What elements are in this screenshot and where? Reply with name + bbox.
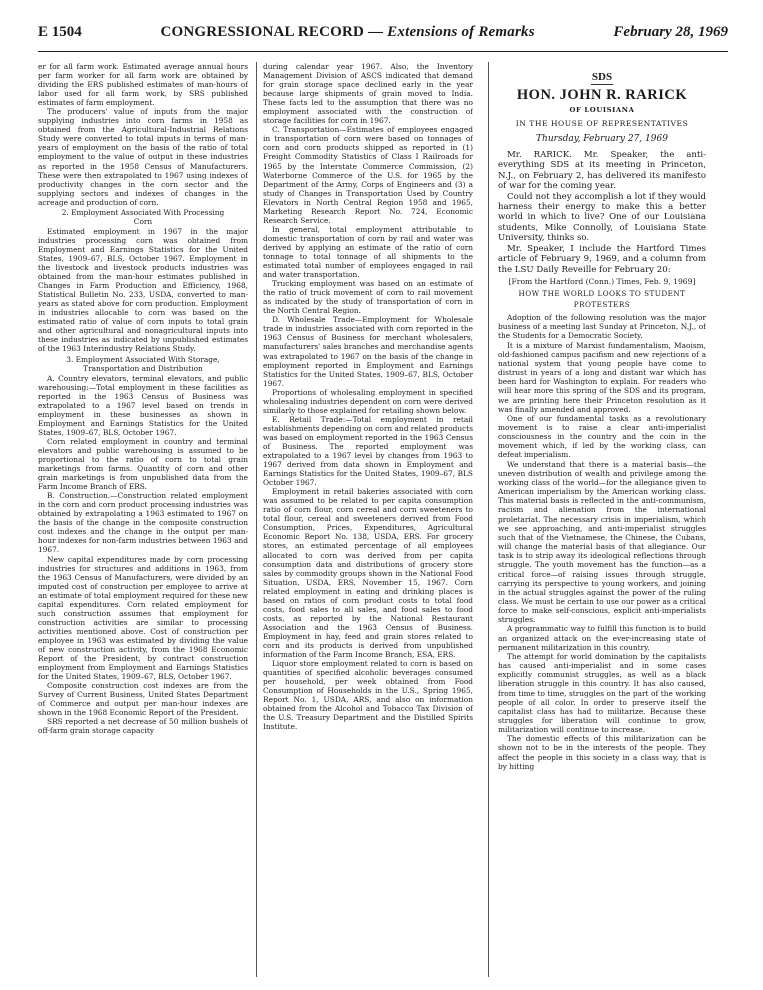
column-divider-right	[488, 62, 489, 977]
page-number: E 1504	[38, 24, 82, 40]
paragraph: Adoption of the following resolution was the major business of a meeting last Sunday at Princeton, N.J., of the Students for a Democratic Society.	[498, 313, 706, 341]
article-headline: HOW THE WORLD LOOKS TO STUDENT PROTESTERS	[518, 289, 686, 309]
paragraph: Employment in retail bakeries associated with corn was assumed to be related to per capita consumption ratio of corn flour, corn cereal and corn sweeteners to total flour, cereal and sweeteners derived from Food Consumption, Prices, Expenditures, Agricultural Economic Report No. 138, USDA, ERS. For grocery stores, an estimated percentage of all employees allocated to corn was derived from per capita consumption data and distributions of grocery store sales by commodity groups shown in the National Food Situation, USDA, ERS, November 15, 1967. Corn related employment in eating and drinking places is based on ratios of corn product costs to total food costs, food sales to all sales, and food sales to food costs, as reported by the National Restaurant Association and the 1963 Census of Business. Employment in hay, feed and grain stores related to corn and its products is derived from unpublished information of the Farm Income Branch, ESA, ERS.	[263, 487, 473, 660]
section-heading: 3. Employment Associated With Storage, Transportation and Distribution	[66, 354, 220, 373]
paragraph: A. Country elevators, terminal elevators, and public warehousing:—Total employment in these facilities as reported in the 1963 Census of Business was extrapolated to a 1967 level based on trends in employment in these businesses as shown in Employment and Earnings Statistics for the United States, 1909–67, BLS, October 1967.	[38, 373, 248, 437]
column-left	[38, 62, 248, 977]
speaker-name: HON. JOHN R. RARICK	[516, 87, 688, 104]
paragraph: Trucking employment was based on an estimate of the ratio of truck movement of corn to rail movement as indicated by the study of transportation of corn in the North Central Region.	[263, 279, 473, 316]
paragraph: New capital expenditures made by corn processing industries for structures and additions in 1963, from the 1963 Census of Manufacturers, were divided by an imputed cost of construction per employee to arrive at an estimate of total employment required for these new capital expenditures. Corn related employment for such construction assumes that employment for construction activities are similar to processing activities mentioned above. Cost of construction per employee in 1963 was estimated by dividing the value of new construction activity, from the 1968 Economic Report of the President, by contract construction employment from Employment and Earnings Statistics for the United States, 1909–67, BLS, October 1967.	[38, 554, 248, 682]
paragraph: during calendar year 1967. Also, the Inventory Management Division of ASCS indicated that demand for grain storage space declined early in the year because large shipments of grain moved to India. These facts led to the assumption that there was no employment associated with the construction of storage facilities for corn in 1967.	[263, 62, 473, 126]
paragraph: er for all farm work. Estimated average annual hours per farm worker for all farm work are obtained by dividing the ERS published estimates of man-hours of labor used for all farm work, by SRS published estimates of farm employment.	[38, 62, 248, 108]
paragraph: Mr. Speaker, I include the Hartford Times article of February 9, 1969, and a column from the LSU Daily Reveille for February 20:	[498, 243, 706, 275]
paragraph: Proportions of wholesaling employment in specified wholesaling industries dependent on corn were derived similarly to those explained for retailing shown below.	[263, 387, 473, 415]
paragraph: Corn related employment in country and terminal elevators and public warehousing is assumed to be proportional to the ratio of corn to total grain marketings from farms. Quantity of corn and other grain marketings is from unpublished data from the Farm Income Branch of ERS.	[38, 436, 248, 492]
remarks-intro	[498, 150, 706, 275]
speaker-state: OF LOUISIANA	[569, 105, 635, 114]
article-source: [From the Hartford (Conn.) Times, Feb. 9, 1969]	[508, 276, 696, 286]
paragraph: The producers' value of inputs from the major supplying industries into corn farms in 1958 as obtained from the Agricultural-Industrial Relations Study were converted to total inputs in terms of man-years of employment on the basis of the ratio of total employment to the value of output in these industries as reported in the 1958 Census of Manufacturers. These were then extrapolated to 1967 using indexes of productivity changes in the corn sector and the supplying sectors and indexes of changes in the acreage and production of corn.	[38, 107, 248, 207]
paragraph: Liquor store employment related to corn is based on quantities of specified alcoholic beverages consumed per household, per week obtained from Food Consumption of Households in the U.S., Spring 1965, Report No. 1, USDA, ARS, and also on information obtained from the Alcohol and Tobacco Tax Division of the U.S. Treasury Department and the Distilled Spirits Institute.	[263, 659, 473, 732]
paragraph: E. Retail Trade:—Total employment in retail establishments depending on corn and related products was based on employment reported in the 1963 Census of Business. The reported employment was extrapolated to a 1967 level by changes from 1963 to 1967 derived from data shown in Employment and Earnings Statistics for the United States, 1909–67, BLS October 1967.	[263, 414, 473, 488]
column-middle	[263, 62, 473, 977]
paragraph: It is a mixture of Marxist fundamentalism, Maoism, old-fashioned campus pacifism and new rejections of a national system that young people have come to distrust in years of a long and distant war which has been hard for Washington to explain. For readers who will hear more this spring of the SDS and its program, we are printing here their Princeton resolution as it was finally amended and approved.	[498, 340, 706, 414]
paragraph: Composite construction cost indexes are from the Survey of Current Business, United States Department of Commerce and output per man-hour indexes are shown in the 1968 Economic Report of the President.	[38, 681, 248, 718]
remarks-title: SDS	[591, 71, 613, 83]
title-rule	[591, 84, 613, 85]
paragraph: Could not they accomplish a lot if they would harness their energy to make this a better world in which to live? One of our Louisiana students, Mike Connolly, of Louisiana State University, thinks so.	[498, 191, 706, 244]
header-rule	[38, 51, 728, 52]
publication-name: CONGRESSIONAL RECORD —	[160, 24, 384, 40]
running-header	[38, 24, 728, 48]
paragraph: C. Transportation—Estimates of employees engaged in transportation of corn were based on tonnages of corn and corn products shipped as reported in (1) Freight Commodity Statistics of Class I Railroads for 1965 by the Interstate Commerce Commission, (2) Waterborne Commerce of the U.S. for 1965 by the Department of the Army, Corps of Engineers and (3) a study of Changes in Transportation Used by Country Elevators in North Central Region 1958 and 1965, Marketing Research Report No. 724, Economic Research Service.	[263, 125, 473, 225]
publication-title	[160, 24, 534, 41]
paragraph: SRS reported a net decrease of 50 million bushels of off-farm grain storage capacity	[38, 717, 248, 736]
paragraph: One of our fundamental tasks as a revolutionary movement is to raise a clear anti-imperialist consciousness in the country and the coin in the movement which, if led by the working class, can defeat imperialism.	[498, 413, 706, 460]
section-name: Extensions of Remarks	[387, 24, 535, 40]
paragraph: D. Wholesale Trade—Employment for Wholesale trade in industries associated with corn reported in the 1963 Census of Business for merchant wholesalers, manufacturers' sales branches and merchandise agents was extrapolated to 1967 on the basis of the change in employment reported in Employment and Earnings Statistics for the United States, 1909–67, BLS, October 1967.	[263, 315, 473, 388]
paragraph: Mr. RARICK. Mr. Speaker, the anti-everything SDS at its meeting in Princeton, N.J., on February 2, has delivered its manifesto of war for the coming year.	[498, 150, 706, 192]
paragraph: B. Construction.—Construction related employment in the corn and corn product processing industries was obtained by extrapolating a 1963 estimated to 1967 on the basis of the change in the composite construction cost indexes and the change in the output per man-hour indexes for non-farm industries between 1963 and 1967.	[38, 491, 248, 555]
paragraph: We understand that there is a material basis—the uneven distribution of wealth and privilege among the working class of the world—for the allegiance given to American imperialism by the American working class. This material basis is reflected in the anti-communism, racism and alienation from the international proletariat. The necessary crisis in imperialism, which we see approaching, and anti-imperialist struggles such that of the Vietnamese, the Chinese, the Cubans, will change the material basis of that allegiance. Our task is to strip away its ideological reflections through struggle. The youth movement has the function—as a critical force—of raising issues through struggle, carrying its perspective to young workers, and joining in the actual struggles against the power of the ruling class. We must be certain to use our power as a critical force to make self-conscious, explicit anti-imperialists struggles.	[498, 459, 706, 625]
paragraph: The domestic effects of this militarization can be shown not to be in the interests of the people. They affect the people in this society in a class way, that is by hitting	[498, 734, 706, 771]
paragraph: In general, total employment attributable to domestic transportation of corn by rail and water was derived by applying an estimate of the ratio of corn tonnage to total tonnage of all shipments to the estimated total number of employees engaged in rail and water transportation.	[263, 224, 473, 280]
remarks-date: Thursday, February 27, 1969	[536, 133, 668, 144]
chamber-line: IN THE HOUSE OF REPRESENTATIVES	[515, 119, 689, 129]
issue-date: February 28, 1969	[613, 24, 728, 40]
column-divider-left	[256, 62, 257, 977]
section-heading: 2. Employment Associated With Processing Corn	[61, 207, 225, 226]
paragraph: The attempt for world domination by the capitalists has caused anti-imperialist and in some cases explicitly communist struggles, as well as a black liberation struggle in this country. It has also caused, from time to time, struggles on the part of the working people of all color. In order to preserve itself the capitalist class has had to militarize. Because these struggles for liberation will continue to grow, militarization will continue to increase.	[498, 651, 706, 735]
column-right	[498, 62, 706, 977]
paragraph: Estimated employment in 1967 in the major industries processing corn was obtained from Employment and Earnings Statistics for the United States, 1909–67, BLS, October 1967. Employment in the livestock and livestock products industries was obtained from the man-hour estimates published in Changes in Farm Production and Efficiency, 1968, Statistical Bulletin No. 233, USDA, converted to man-years as stated above for corn production. Employment in industries allocable to corn was based on the estimated ratio of value of corn inputs to total grain and other agricultural and nonagricultural inputs into these industries as indicated by unpublished estimates of the 1963 Interindustry Relations Study.	[38, 226, 248, 354]
paragraph: A programmatic way to fulfill this function is to build an organized attack on the ever-increasing state of permanent militarization in this country.	[498, 624, 706, 652]
article-body	[498, 313, 706, 771]
